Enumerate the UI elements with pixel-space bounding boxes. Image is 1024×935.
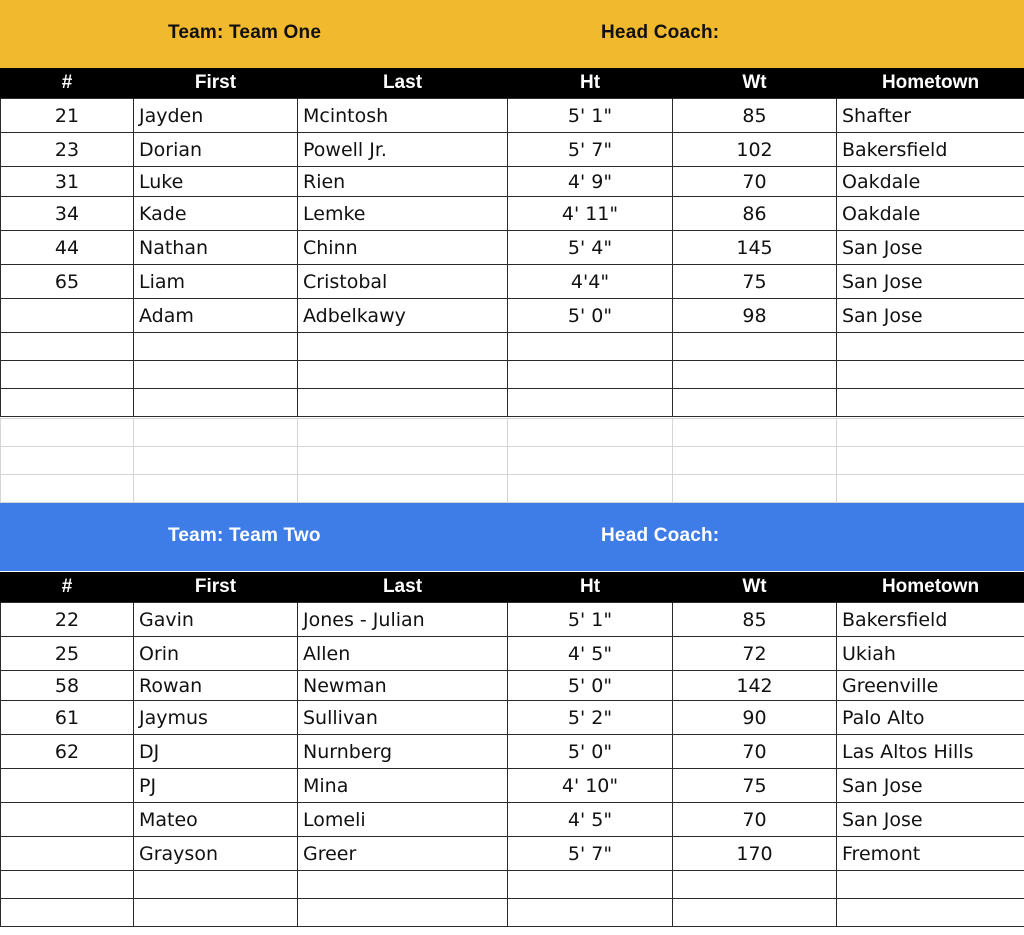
grid-cell[interactable]: [673, 475, 837, 503]
cell-weight[interactable]: 145: [673, 231, 837, 265]
grid-cell[interactable]: [134, 419, 298, 447]
grid-cell[interactable]: [1, 475, 134, 503]
cell-hometown[interactable]: Ukiah: [837, 637, 1024, 671]
grid-cell[interactable]: [673, 419, 837, 447]
table-row: [1, 99, 1024, 133]
cell-height[interactable]: 4' 5": [508, 803, 673, 837]
grid-cell[interactable]: [508, 419, 673, 447]
empty-cell[interactable]: [837, 389, 1024, 417]
table-row: [1, 603, 1024, 637]
cell-height[interactable]: 5' 2": [508, 701, 673, 735]
team-two-header-row: [1, 572, 1024, 603]
cell-weight[interactable]: 70: [673, 803, 837, 837]
cell-last-name[interactable]: Adbelkawy: [298, 299, 508, 333]
cell-number[interactable]: 21: [1, 99, 134, 133]
cell-number[interactable]: 34: [1, 197, 134, 231]
cell-first-name[interactable]: Jayden: [134, 99, 298, 133]
cell-first-name[interactable]: Kade: [134, 197, 298, 231]
cell-last-name[interactable]: Greer: [298, 837, 508, 871]
cell-first-name[interactable]: Gavin: [134, 603, 298, 637]
cell-number[interactable]: [1, 769, 134, 803]
cell-last-name[interactable]: Rien: [298, 167, 508, 197]
cell-first-name[interactable]: Liam: [134, 265, 298, 299]
cell-first-name[interactable]: DJ: [134, 735, 298, 769]
cell-number[interactable]: 23: [1, 133, 134, 167]
empty-cell[interactable]: [837, 361, 1024, 389]
empty-cell[interactable]: [837, 871, 1024, 899]
cell-weight[interactable]: 90: [673, 701, 837, 735]
cell-last-name[interactable]: Jones - Julian: [298, 603, 508, 637]
cell-hometown[interactable]: Palo Alto: [837, 701, 1024, 735]
empty-cell[interactable]: [837, 899, 1024, 927]
team-two-banner: [0, 503, 1024, 571]
cell-number[interactable]: [1, 803, 134, 837]
column-header-weight[interactable]: Wt: [673, 68, 837, 99]
cell-height[interactable]: 5' 0": [508, 299, 673, 333]
cell-number[interactable]: [1, 299, 134, 333]
cell-number[interactable]: 31: [1, 167, 134, 197]
cell-first-name[interactable]: Nathan: [134, 231, 298, 265]
cell-first-name[interactable]: Dorian: [134, 133, 298, 167]
column-header-height[interactable]: Ht: [508, 68, 673, 99]
team-two-name-label[interactable]: Team: Team Two: [168, 525, 321, 546]
cell-last-name[interactable]: Mcintosh: [298, 99, 508, 133]
empty-cell[interactable]: [134, 389, 298, 417]
table-row: [1, 231, 1024, 265]
cell-hometown[interactable]: San Jose: [837, 803, 1024, 837]
empty-cell[interactable]: [134, 871, 298, 899]
empty-cell[interactable]: [508, 389, 673, 417]
empty-cell[interactable]: [298, 361, 508, 389]
cell-height[interactable]: 4'4": [508, 265, 673, 299]
cell-height[interactable]: 5' 4": [508, 231, 673, 265]
cell-height[interactable]: 5' 7": [508, 837, 673, 871]
cell-last-name[interactable]: Allen: [298, 637, 508, 671]
grid-cell[interactable]: [298, 475, 508, 503]
cell-last-name[interactable]: Newman: [298, 671, 508, 701]
grid-cell[interactable]: [508, 475, 673, 503]
team-one-header-row: [1, 68, 1024, 99]
grid-cell[interactable]: [837, 419, 1024, 447]
cell-first-name[interactable]: PJ: [134, 769, 298, 803]
table-row: [1, 701, 1024, 735]
empty-cell[interactable]: [673, 871, 837, 899]
table-row: [1, 265, 1024, 299]
empty-cell[interactable]: [298, 871, 508, 899]
empty-row: [1, 899, 1024, 927]
empty-row: [1, 871, 1024, 899]
empty-row: [1, 361, 1024, 389]
cell-hometown[interactable]: San Jose: [837, 265, 1024, 299]
cell-weight[interactable]: 142: [673, 671, 837, 701]
cell-last-name[interactable]: Lomeli: [298, 803, 508, 837]
empty-cell[interactable]: [673, 389, 837, 417]
empty-cell[interactable]: [837, 333, 1024, 361]
grid-cell[interactable]: [1, 447, 134, 475]
cell-height[interactable]: 5' 1": [508, 99, 673, 133]
cell-first-name[interactable]: Mateo: [134, 803, 298, 837]
empty-cell[interactable]: [1, 899, 134, 927]
empty-cell[interactable]: [508, 361, 673, 389]
column-header-first[interactable]: First: [134, 68, 298, 99]
table-row: [1, 167, 1024, 197]
empty-row: [1, 333, 1024, 361]
cell-first-name[interactable]: Grayson: [134, 837, 298, 871]
column-header-height[interactable]: Ht: [508, 572, 673, 603]
grid-cell[interactable]: [837, 447, 1024, 475]
column-header-number[interactable]: #: [1, 68, 134, 99]
grid-cell[interactable]: [837, 475, 1024, 503]
cell-last-name[interactable]: Lemke: [298, 197, 508, 231]
cell-height[interactable]: 5' 0": [508, 671, 673, 701]
column-header-hometown[interactable]: Hometown: [837, 68, 1024, 99]
table-row: [1, 133, 1024, 167]
cell-hometown[interactable]: Bakersfield: [837, 133, 1024, 167]
table-row: [1, 197, 1024, 231]
cell-weight[interactable]: 170: [673, 837, 837, 871]
grid-cell[interactable]: [134, 475, 298, 503]
cell-weight[interactable]: 75: [673, 769, 837, 803]
cell-hometown[interactable]: San Jose: [837, 769, 1024, 803]
cell-last-name[interactable]: Sullivan: [298, 701, 508, 735]
grid-cell[interactable]: [134, 447, 298, 475]
empty-cell[interactable]: [1, 333, 134, 361]
cell-hometown[interactable]: San Jose: [837, 231, 1024, 265]
table-row: [1, 803, 1024, 837]
cell-weight[interactable]: 86: [673, 197, 837, 231]
column-header-last[interactable]: Last: [298, 68, 508, 99]
cell-weight[interactable]: 85: [673, 99, 837, 133]
empty-row: [1, 389, 1024, 417]
cell-hometown[interactable]: Oakdale: [837, 167, 1024, 197]
cell-weight[interactable]: 75: [673, 265, 837, 299]
grid-cell[interactable]: [298, 447, 508, 475]
cell-hometown[interactable]: Bakersfield: [837, 603, 1024, 637]
grid-cell[interactable]: [508, 447, 673, 475]
cell-number[interactable]: 22: [1, 603, 134, 637]
cell-weight[interactable]: 102: [673, 133, 837, 167]
empty-cell[interactable]: [1, 389, 134, 417]
cell-last-name[interactable]: Powell Jr.: [298, 133, 508, 167]
team-one-coach-label[interactable]: Head Coach:: [601, 22, 720, 43]
grid-cell[interactable]: [298, 419, 508, 447]
cell-height[interactable]: 5' 1": [508, 603, 673, 637]
grid-cell[interactable]: [673, 447, 837, 475]
cell-number[interactable]: 62: [1, 735, 134, 769]
team-one-name-label[interactable]: Team: Team One: [168, 22, 322, 43]
empty-cell[interactable]: [298, 333, 508, 361]
cell-height[interactable]: 4' 9": [508, 167, 673, 197]
cell-hometown[interactable]: Las Altos Hills: [837, 735, 1024, 769]
cell-last-name[interactable]: Mina: [298, 769, 508, 803]
cell-weight[interactable]: 85: [673, 603, 837, 637]
cell-first-name[interactable]: Orin: [134, 637, 298, 671]
empty-cell[interactable]: [134, 361, 298, 389]
cell-number[interactable]: 44: [1, 231, 134, 265]
cell-height[interactable]: 4' 10": [508, 769, 673, 803]
empty-cell[interactable]: [134, 333, 298, 361]
empty-cell[interactable]: [508, 333, 673, 361]
empty-cell[interactable]: [298, 899, 508, 927]
cell-height[interactable]: 4' 11": [508, 197, 673, 231]
cell-weight[interactable]: 72: [673, 637, 837, 671]
cell-last-name[interactable]: Nurnberg: [298, 735, 508, 769]
cell-height[interactable]: 5' 0": [508, 735, 673, 769]
cell-first-name[interactable]: Jaymus: [134, 701, 298, 735]
cell-hometown[interactable]: Shafter: [837, 99, 1024, 133]
cell-number[interactable]: 65: [1, 265, 134, 299]
empty-cell[interactable]: [134, 899, 298, 927]
table-row: [1, 735, 1024, 769]
team-two-roster-table: [0, 572, 1024, 927]
empty-cell[interactable]: [508, 871, 673, 899]
team-one-banner: [0, 0, 1024, 68]
table-row: [1, 671, 1024, 701]
column-header-first[interactable]: First: [134, 572, 298, 603]
empty-cell[interactable]: [673, 361, 837, 389]
empty-cell[interactable]: [1, 871, 134, 899]
team-two-coach-label[interactable]: Head Coach:: [601, 525, 720, 546]
cell-number[interactable]: 25: [1, 637, 134, 671]
grid-row: [1, 475, 1024, 503]
cell-hometown[interactable]: Oakdale: [837, 197, 1024, 231]
column-header-number[interactable]: #: [1, 572, 134, 603]
cell-first-name[interactable]: Adam: [134, 299, 298, 333]
table-row: [1, 769, 1024, 803]
empty-cell[interactable]: [508, 899, 673, 927]
grid-row: [1, 419, 1024, 447]
grid-row: [1, 447, 1024, 475]
cell-last-name[interactable]: Chinn: [298, 231, 508, 265]
cell-number[interactable]: [1, 837, 134, 871]
grid-cell[interactable]: [1, 419, 134, 447]
cell-last-name[interactable]: Cristobal: [298, 265, 508, 299]
cell-number[interactable]: 58: [1, 671, 134, 701]
empty-cell[interactable]: [298, 389, 508, 417]
table-row: [1, 299, 1024, 333]
cell-weight[interactable]: 98: [673, 299, 837, 333]
cell-hometown[interactable]: San Jose: [837, 299, 1024, 333]
column-header-last[interactable]: Last: [298, 572, 508, 603]
spreadsheet-empty-grid: [0, 418, 1024, 503]
empty-cell[interactable]: [1, 361, 134, 389]
cell-first-name[interactable]: Luke: [134, 167, 298, 197]
column-header-weight[interactable]: Wt: [673, 572, 837, 603]
cell-number[interactable]: 61: [1, 701, 134, 735]
cell-height[interactable]: 4' 5": [508, 637, 673, 671]
cell-weight[interactable]: 70: [673, 167, 837, 197]
column-header-hometown[interactable]: Hometown: [837, 572, 1024, 603]
table-row: [1, 637, 1024, 671]
cell-hometown[interactable]: Fremont: [837, 837, 1024, 871]
empty-cell[interactable]: [673, 899, 837, 927]
cell-hometown[interactable]: Greenville: [837, 671, 1024, 701]
table-row: [1, 837, 1024, 871]
empty-cell[interactable]: [673, 333, 837, 361]
team-one-roster-table: [0, 68, 1024, 417]
cell-first-name[interactable]: Rowan: [134, 671, 298, 701]
cell-height[interactable]: 5' 7": [508, 133, 673, 167]
cell-weight[interactable]: 70: [673, 735, 837, 769]
